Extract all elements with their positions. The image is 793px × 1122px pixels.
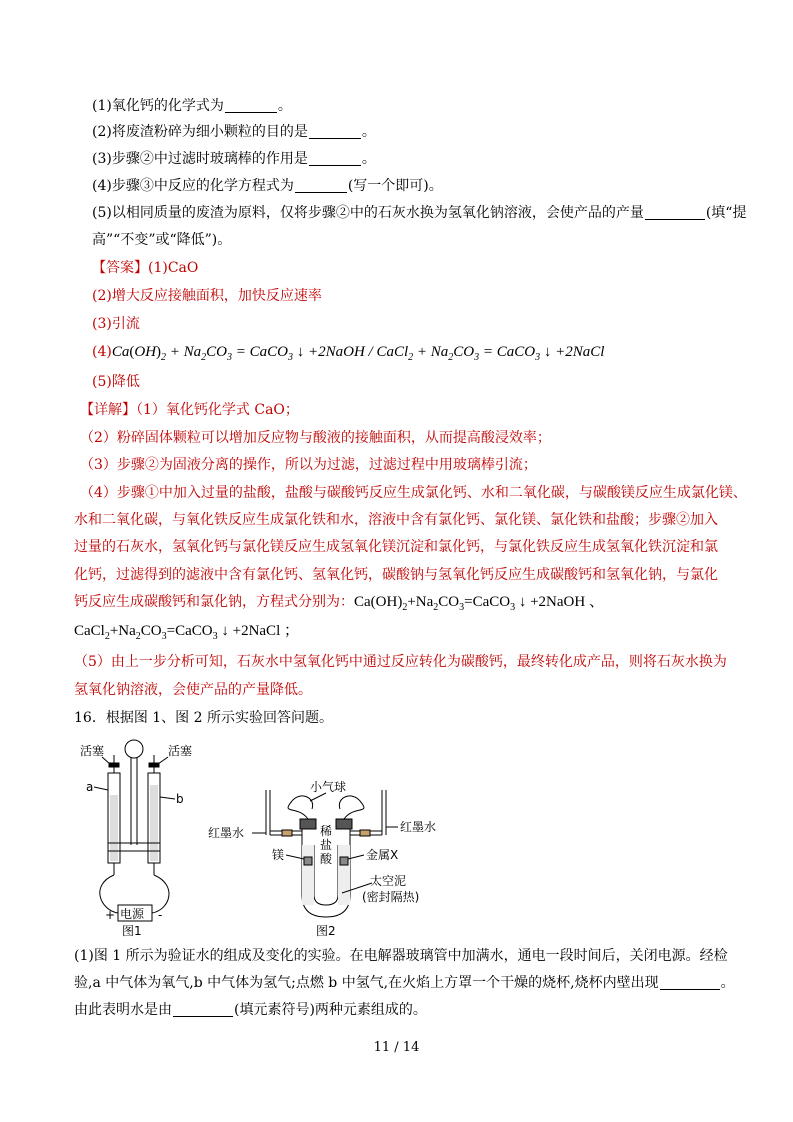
detail-4c: 过量的石灰水，氢氧化钙与氯化镁反应生成氢氧化镁沉淀和氯化钙，与氯化铁反应生成氢氧化铁沉淀和氯 bbox=[74, 539, 718, 555]
detail-4a: （4）步骤①中加入过量的盐酸，盐酸与碳酸钙反应生成氯化钙、水和二氧化碳，与碳酸镁反应生成氯化镁、 bbox=[80, 485, 747, 501]
detail-3: （3）步骤②为固液分离的操作，所以为过滤，过滤过程中用玻璃棒引流； bbox=[80, 457, 537, 473]
label-balloon: 小气球 bbox=[310, 780, 347, 794]
answer-blank[interactable] bbox=[660, 975, 720, 990]
detail-5a: （5）由上一步分析可知，石灰水中氢氧化钙中通过反应转化为碳酸钙，最终转化成产品，则将石灰水换为 bbox=[74, 654, 727, 670]
answer-blank[interactable] bbox=[173, 1002, 233, 1017]
q15-part1: (1)氧化钙的化学式为 。 bbox=[92, 98, 292, 114]
experiment-figures bbox=[80, 735, 480, 940]
label-power: 电源 bbox=[120, 907, 145, 921]
label-metal-x: 金属X bbox=[366, 848, 399, 862]
reservoir-bulb bbox=[125, 740, 143, 758]
equation-1: $Ca(OH)_2+Na_2CO_3=CaCO_3$ ↓ +2NaOH 、 bbox=[354, 594, 604, 613]
detail-4e: 钙反应生成碳酸钙和氯化钠，方程式分别为：$Ca(OH)_2+Na_2CO_3=CaCO_3$ ↓ +2NaOH 、 bbox=[74, 594, 604, 613]
q16-part1-c: 由此表明水是由 (填元素符号)两种元素组成的。 bbox=[74, 1002, 427, 1018]
answer-blank[interactable] bbox=[645, 205, 705, 220]
label-valve-left: 活塞 bbox=[80, 744, 105, 758]
label-minus: - bbox=[158, 908, 163, 922]
label-a: a bbox=[86, 780, 94, 794]
q16-part1-a: (1)图 1 所示为验证水的组成及变化的实验。在电解器玻璃管中加满水，通电一段时间后，关闭电源。经检 bbox=[74, 948, 728, 964]
label-red-ink-left: 红墨水 bbox=[208, 826, 245, 840]
answer-4: $(4)Ca(OH)_2 + Na_2CO_3$ = CaCO$_3$ ↓ +2NaOH / CaCl$_2$ + $Na_2CO_3$ = CaCO$_3$ ↓ +2NaCl bbox=[92, 344, 605, 363]
label-mud: 太空泥 bbox=[370, 874, 407, 888]
answer-blank[interactable] bbox=[309, 151, 361, 166]
answer-2: (2)增大反应接触面积，加快反应速率 bbox=[92, 288, 322, 304]
figure1-electrolysis-apparatus bbox=[94, 740, 175, 921]
label-seal: (密封隔热) bbox=[362, 890, 420, 904]
equation-2: $CaCl_2+Na_2CO_3=CaCO_3$ ↓ +2NaCl ； bbox=[74, 623, 299, 642]
detail-1: 【详解】（1）氧化钙化学式 CaO； bbox=[80, 402, 299, 418]
answer-3: (3)引流 bbox=[92, 316, 140, 332]
label-valve-right: 活塞 bbox=[168, 744, 193, 758]
q15-part5-cont: 高”“不变”或“降低”)。 bbox=[92, 232, 232, 248]
q15-part2: (2)将废渣粉碎为细小颗粒的目的是 。 bbox=[92, 124, 376, 140]
page-number: 11 / 14 bbox=[373, 1040, 420, 1055]
label-plus: + bbox=[105, 908, 116, 922]
q16-title: 16．根据图 1、图 2 所示实验回答问题。 bbox=[74, 710, 333, 726]
answer-1: 【答案】(1)CaO bbox=[92, 260, 199, 276]
detail-4d: 化钙，过滤得到的滤液中含有氯化钙、氢氧化钙，碳酸钠与氢氧化钙反应生成碳酸钙和氢氧化钠，与氯化 bbox=[74, 567, 718, 583]
label-acid-2: 盐 bbox=[320, 838, 333, 852]
label-b: b bbox=[176, 792, 184, 806]
label-magnesium: 镁 bbox=[272, 848, 285, 862]
label-acid-1: 稀 bbox=[320, 824, 333, 838]
q15-part3: (3)步骤②中过滤时玻璃棒的作用是 。 bbox=[92, 151, 376, 167]
detail-4b: 水和二氧化碳，与氧化铁反应生成氯化铁和水，溶液中含有氯化钙、氯化镁、氯化铁和盐酸；步骤②加入 bbox=[74, 512, 718, 528]
q16-part1-b: 验,a 中气体为氧气,b 中气体为氢气;点燃 b 中氢气,在火焰上方罩一个干燥的烧杯,烧杯内壁出现 。 bbox=[74, 975, 735, 991]
answer-blank[interactable] bbox=[309, 124, 361, 139]
q15-part4: (4)步骤③中反应的化学方程式为 (写一个即可)。 bbox=[92, 178, 443, 194]
label-acid-3: 酸 bbox=[320, 852, 333, 866]
figure2-caption: 图2 bbox=[316, 924, 336, 938]
figure1-caption: 图1 bbox=[122, 924, 142, 938]
detail-2: （2）粉碎固体颗粒可以增加反应物与酸液的接触面积，从而提高酸浸效率； bbox=[80, 430, 551, 446]
answer-blank[interactable] bbox=[225, 98, 277, 113]
label-red-ink-right: 红墨水 bbox=[400, 820, 437, 834]
detail-5b: 氢氧化钠溶液，会使产品的产量降低。 bbox=[74, 682, 312, 698]
answer-5: (5)降低 bbox=[92, 374, 140, 390]
q15-part5: (5)以相同质量的废渣为原料，仅将步骤②中的石灰水换为氢氧化钠溶液，会使产品的产量 (填“提 bbox=[92, 205, 747, 221]
equation-answer: $Ca(OH)_2 + Na_2CO_3$ = CaCO$_3$ ↓ +2NaOH / CaCl$_2$ + $Na_2CO_3$ = CaCO$_3$ ↓ +2NaCl bbox=[111, 344, 605, 363]
answer-blank[interactable] bbox=[295, 178, 347, 193]
